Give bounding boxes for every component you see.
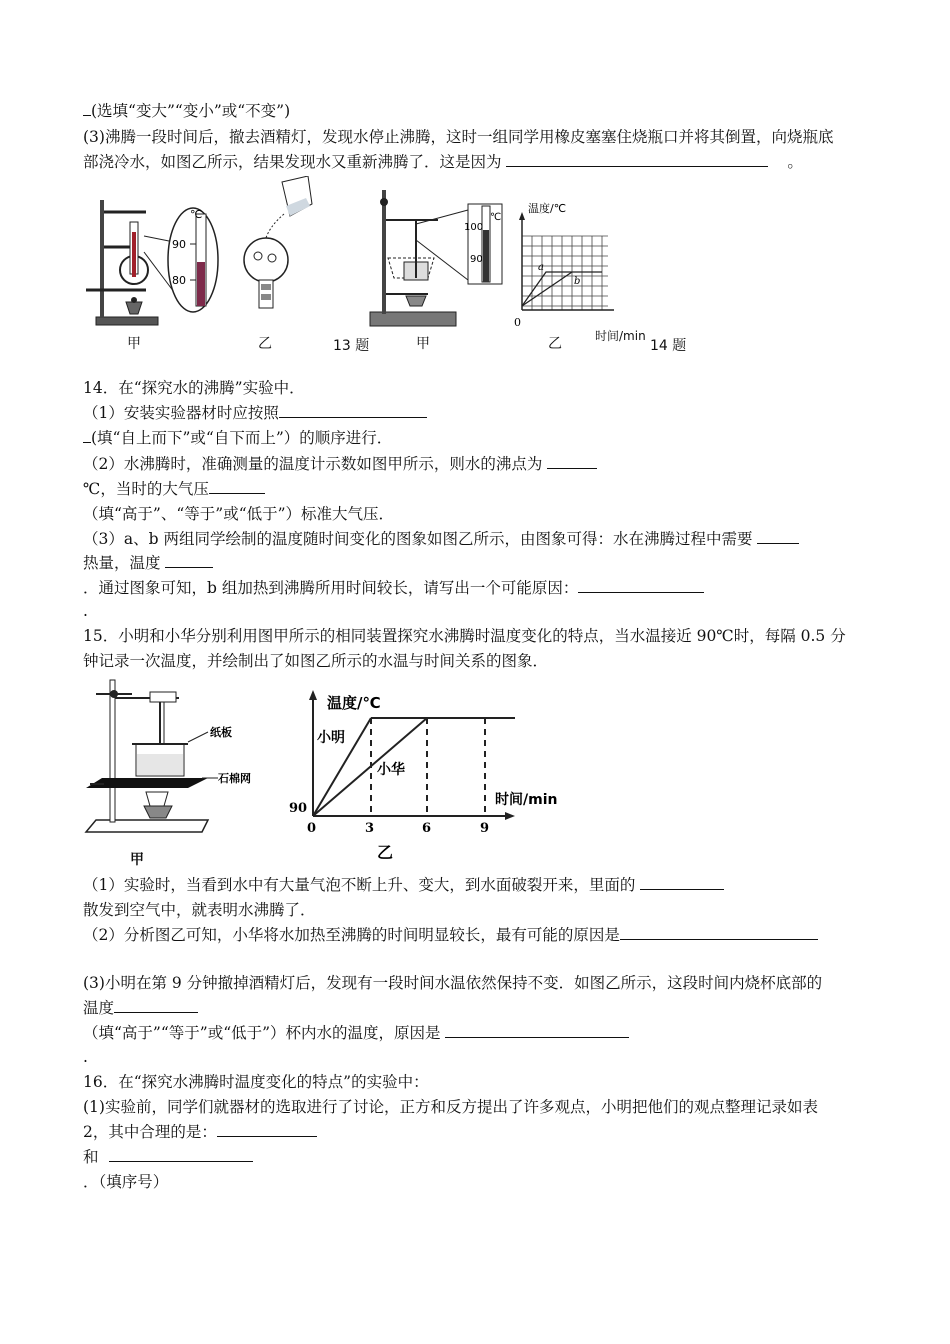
fig13-caption: 13 题 xyxy=(333,338,370,354)
q14-blank-boiling-point[interactable] xyxy=(547,454,597,469)
q14-blank-reason[interactable] xyxy=(578,578,704,593)
q15-line9: . xyxy=(83,1048,88,1066)
q14-blank-heat[interactable] xyxy=(757,529,799,544)
fig13-apparatus-jia xyxy=(86,192,221,332)
fig14-tick-90: 90 xyxy=(470,254,483,265)
fig15-ylabel: 温度/℃ xyxy=(327,694,381,712)
fig14-label-a: a xyxy=(538,262,544,273)
fig13-inverted-flask-yi xyxy=(240,176,315,316)
fig15-label-xiaoming: 小明 xyxy=(317,730,345,746)
fig14-caption: 14 题 xyxy=(650,338,687,354)
fig15-cap-yi: 乙 xyxy=(377,843,394,860)
fig14-tick-100: 100 xyxy=(464,222,484,233)
q15-line6: (3)小明在第 9 分钟撤掉酒精灯后，发现有一段时间水温依然保持不变．如图乙所示，这段时间内烧杯底部的 xyxy=(83,974,823,992)
q16-line3: 2，其中合理的是： xyxy=(83,1122,317,1142)
fig13-unit: ℃ xyxy=(190,208,203,221)
fig14-cap-yi: 乙 xyxy=(548,336,562,352)
fig13-tick-90: 90 xyxy=(172,238,186,251)
q14-line7: （3）a、b 两组同学绘制的温度随时间变化的图象如图乙所示，由图象可得：水在沸腾过程中需要 xyxy=(83,529,799,549)
q14-line9: ．通过图象可知，b 组加热到沸腾所用时间较长，请写出一个可能原因： xyxy=(83,578,704,598)
fig14-graph-yi xyxy=(506,200,618,330)
fig14-cap-jia: 甲 xyxy=(416,336,430,352)
fig15-x0: 0 xyxy=(307,821,317,836)
q16-line4: 和 xyxy=(83,1147,253,1167)
q15-line5: （2）分析图乙可知，小华将水加热至沸腾的时间明显较长，最有可能的原因是 xyxy=(83,925,818,945)
q14-line2: （1）安装实验器材时应按照 xyxy=(83,403,427,423)
q14-blank-order[interactable] xyxy=(279,403,427,418)
q14-line1: 14．在“探究水的沸腾”实验中． xyxy=(83,379,305,397)
fig15-x6: 6 xyxy=(422,821,432,836)
q16-line5: ．（填序号） xyxy=(83,1173,169,1191)
q14-blank-temperature[interactable] xyxy=(165,553,213,568)
q16-blank-first[interactable] xyxy=(217,1122,317,1137)
q16-line1: 16．在“探究水沸腾时温度变化的特点”的实验中： xyxy=(83,1073,429,1091)
q15-blank-vapor[interactable] xyxy=(640,875,724,890)
fig15-label-mesh: 石棉网 xyxy=(218,772,251,785)
fig15-label-xiaohua: 小华 xyxy=(377,762,405,778)
fig15-cap-jia: 甲 xyxy=(130,852,144,868)
fig15-graph-yi xyxy=(285,682,590,860)
q14-blank-pressure[interactable] xyxy=(209,479,265,494)
q13-line3: 部浇冷水，如图乙所示，结果发现水又重新沸腾了．这是因为 。 xyxy=(83,153,803,171)
q15-blank-reason[interactable] xyxy=(620,925,818,940)
q15-line7: 温度 xyxy=(83,998,198,1018)
q15-line1: 15．小明和小华分别利用图甲所示的相同装置探究水沸腾时温度变化的特点，当水温接近 90℃时，每隔 0.5 分 xyxy=(83,627,846,645)
q13-line1 xyxy=(83,101,290,121)
fig15-xlabel: 时间/min xyxy=(495,792,558,808)
fig14-origin: 0 xyxy=(514,316,521,329)
fig13-tick-80: 80 xyxy=(172,274,186,287)
fig15-label-board: 纸板 xyxy=(210,726,232,739)
fig15-apparatus-jia xyxy=(84,674,269,850)
q16-blank-second[interactable] xyxy=(109,1147,253,1162)
q14-line6: （填“高于”、“等于”或“低于”）标准大气压． xyxy=(83,505,395,523)
fig15-y90: 90 xyxy=(289,801,308,816)
fig14-xlabel: 时间/min xyxy=(595,329,646,343)
fig14-unit: ℃ xyxy=(490,212,502,223)
q16-line2: (1)实验前，同学们就器材的选取进行了讨论，正方和反方提出了许多观点，小明把他们的观点整理记录如表 xyxy=(83,1098,818,1116)
fig14-ylabel: 温度/℃ xyxy=(528,202,567,215)
q15-line3: （1）实验时，当看到水中有大量气泡不断上升、变大，到水面破裂开来，里面的 xyxy=(83,875,724,895)
q14-line10: . xyxy=(83,602,88,620)
q15-blank-cause[interactable] xyxy=(445,1023,629,1038)
q14-line4: （2）水沸腾时，准确测量的温度计示数如图甲所示，则水的沸点为 xyxy=(83,454,597,474)
q13-line2: (3)沸腾一段时间后，撤去酒精灯，发现水停止沸腾，这时一组同学用橡皮塞塞住烧瓶口并将其倒置，向烧瓶底 xyxy=(83,128,834,146)
fig14-label-b: b xyxy=(574,276,581,287)
q13-answer-blank[interactable] xyxy=(506,152,768,167)
fig14-apparatus-jia xyxy=(368,184,508,334)
fig13-cap-jia: 甲 xyxy=(127,336,141,352)
q15-line2: 钟记录一次温度，并绘制出了如图乙所示的水温与时间关系的图象． xyxy=(83,652,549,670)
q14-line5: ℃，当时的大气压 xyxy=(83,479,265,499)
q14-line8: 热量，温度 xyxy=(83,553,213,573)
fig15-x3: 3 xyxy=(365,821,375,836)
q15-line8: （填“高于”“等于”或“低于”）杯内水的温度，原因是 xyxy=(83,1023,629,1043)
fig15-x9: 9 xyxy=(480,821,490,836)
fig13-cap-yi: 乙 xyxy=(258,336,272,352)
q15-line4: 散发到空气中，就表明水沸腾了． xyxy=(83,901,316,919)
q14-line3: (填“自上而下”或“自下而上”）的顺序进行． xyxy=(83,428,392,448)
q13-hint: (选填“变大”“变小”或“不变”) xyxy=(91,102,291,120)
q15-blank-bottom-temp[interactable] xyxy=(114,998,198,1013)
